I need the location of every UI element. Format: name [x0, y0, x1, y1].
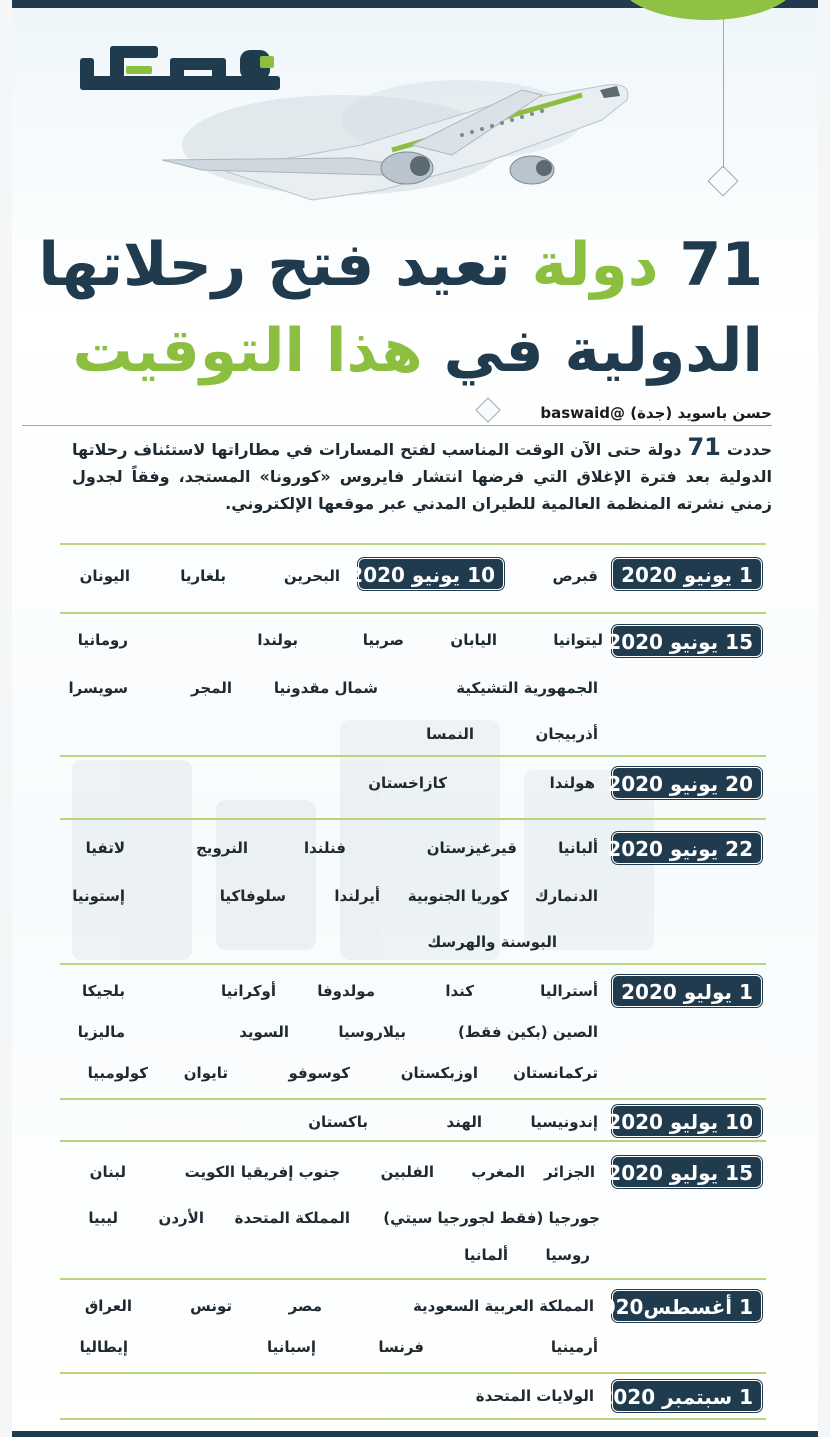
headline-green-1: دولة: [531, 230, 659, 300]
country-name: بولندا: [257, 631, 298, 649]
country-name: العراق: [84, 1297, 132, 1315]
country-name: باكستان: [308, 1113, 368, 1131]
section-divider: [60, 612, 766, 614]
country-name: الفلبين: [380, 1163, 434, 1181]
country-name: جورجيا (فقط لجورجيا سيتي): [383, 1209, 600, 1227]
country-name: سلوفاكيا: [219, 887, 286, 905]
date-badge: 1 أغسطس2020: [612, 1290, 762, 1322]
country-name: اليونان: [79, 567, 130, 585]
country-name: سويسرا: [68, 679, 128, 697]
byline: [22, 404, 772, 426]
decorative-line: [723, 18, 724, 168]
section-divider: [60, 543, 766, 545]
country-name: ألمانيا: [464, 1246, 508, 1264]
section-divider: [60, 1372, 766, 1374]
country-name: الأردن: [158, 1209, 204, 1227]
country-name: كازاخستان: [368, 774, 447, 792]
country-name: رومانيا: [77, 631, 128, 649]
country-name: فرنسا: [378, 1338, 424, 1356]
date-badge: 1 يوليو 2020: [612, 975, 762, 1007]
country-name: المجر: [191, 679, 232, 697]
date-badge: 10 يوليو 2020: [612, 1105, 762, 1137]
country-name: الجمهورية التشيكية: [456, 679, 598, 697]
country-name: النرويج: [196, 839, 248, 857]
date-badge: 15 يونيو 2020: [612, 625, 762, 657]
infographic: [12, 0, 818, 1437]
section-divider: [60, 755, 766, 757]
country-name: كندا: [445, 982, 474, 1000]
headline-number: 71: [679, 230, 763, 300]
country-name: البحرين: [283, 567, 340, 585]
country-name: المملكة المتحدة: [234, 1209, 350, 1227]
country-name: النمسا: [426, 725, 474, 743]
country-name: أذربيجان: [535, 725, 598, 743]
decorative-arc: [618, 0, 798, 20]
country-name: مولدوفا: [317, 982, 375, 1000]
country-name: إسبانيا: [266, 1338, 316, 1356]
intro-part-2: دولة حتى الآن الوقت المناسب لفتح المسارات في مطاراتها لاستئناف رحلاتها الدولية بعد فترة الإغلاق التي فرضها انتشار فايروس «كورونا» المستجد، وفقاً لجدول زمني نشرته المنظمة العالمية للطيران المدني عبر موقعها الإلكتروني.: [72, 440, 772, 513]
section-divider: [60, 1098, 766, 1100]
country-name: الصين (بكين فقط): [458, 1023, 598, 1041]
country-name: ليتوانيا: [553, 631, 603, 649]
country-name: ليبيا: [88, 1209, 118, 1227]
airplane-illustration: [162, 50, 642, 220]
country-name: أرمينيا: [550, 1338, 598, 1356]
country-name: ألبانيا: [558, 839, 598, 857]
country-name: الجزائر: [543, 1163, 595, 1181]
section-divider: [60, 1140, 766, 1142]
country-name: هولندا: [549, 774, 595, 792]
section-divider: [60, 963, 766, 965]
headline-line-1: [38, 222, 763, 308]
country-name: صربيا: [362, 631, 404, 649]
section-divider: [60, 1278, 766, 1280]
country-name: كولومبيا: [87, 1064, 148, 1082]
country-name: روسيا: [545, 1246, 590, 1264]
country-name: إستونيا: [72, 887, 125, 905]
country-name: أوكرانيا: [220, 982, 276, 1000]
section-divider: [60, 818, 766, 820]
date-badge: 1 سبتمبر 2020: [612, 1380, 762, 1412]
country-name: قبرص: [552, 567, 598, 585]
headline: [38, 222, 763, 394]
bottom-border: [12, 1431, 818, 1437]
country-name: بلجيكا: [81, 982, 125, 1000]
date-badge: 10 يونيو 2020: [358, 558, 504, 590]
country-name: تونس: [190, 1297, 232, 1315]
country-name: إيطاليا: [79, 1338, 128, 1356]
country-name: الهند: [446, 1113, 482, 1131]
country-name: أيرلندا: [334, 887, 380, 905]
headline-green-2: هذا التوقيت: [72, 316, 423, 386]
country-name: الولايات المتحدة: [475, 1387, 594, 1405]
country-name: اوزبكستان: [400, 1064, 478, 1082]
decorative-diamond: [707, 165, 738, 196]
country-name: قيرغيزستان: [426, 839, 517, 857]
country-name: لاتفيا: [85, 839, 125, 857]
country-name: لبنان: [89, 1163, 126, 1181]
country-name: البوسنة والهرسك: [427, 933, 557, 951]
date-badge: 15 يوليو 2020: [612, 1156, 762, 1188]
country-name: فنلندا: [304, 839, 346, 857]
country-name: إندونيسيا: [530, 1113, 598, 1131]
date-badge: 1 يونيو 2020: [612, 558, 762, 590]
country-name: المغرب: [471, 1163, 525, 1181]
country-name: مصر: [288, 1297, 322, 1315]
date-badge: 20 يونيو 2020: [612, 767, 762, 799]
headline-line-2: [63, 308, 763, 394]
country-name: الدنمارك: [534, 887, 598, 905]
country-name: بلغاريا: [180, 567, 226, 585]
date-badge: 22 يونيو 2020: [612, 832, 762, 864]
country-name: الكويت: [184, 1163, 235, 1181]
country-name: شمال مقدونيا: [273, 679, 378, 697]
intro-number: 71: [687, 433, 721, 461]
country-name: اليابان: [450, 631, 497, 649]
byline-handle: @baswaid: [540, 404, 625, 422]
byline-author: حسن باسويد (جدة): [630, 404, 772, 422]
country-name: السويد: [239, 1023, 289, 1041]
country-name: جنوب إفريقيا: [240, 1163, 340, 1181]
country-name: كوسوفو: [288, 1064, 350, 1082]
intro-part-1: حددت: [726, 440, 772, 459]
country-name: تايوان: [183, 1064, 228, 1082]
country-name: بيلاروسيا: [338, 1023, 406, 1041]
country-name: كوريا الجنوبية: [407, 887, 509, 905]
country-name: تركمانستان: [513, 1064, 598, 1082]
country-name: المملكة العربية السعودية: [412, 1297, 594, 1315]
country-name: أستراليا: [540, 982, 598, 1000]
section-divider: [60, 1418, 766, 1420]
headline-text-1: تعيد فتح رحلاتها: [38, 230, 511, 300]
country-name: ماليزيا: [77, 1023, 125, 1041]
intro-paragraph: [72, 434, 772, 517]
headline-text-2: الدولية في: [443, 316, 763, 386]
